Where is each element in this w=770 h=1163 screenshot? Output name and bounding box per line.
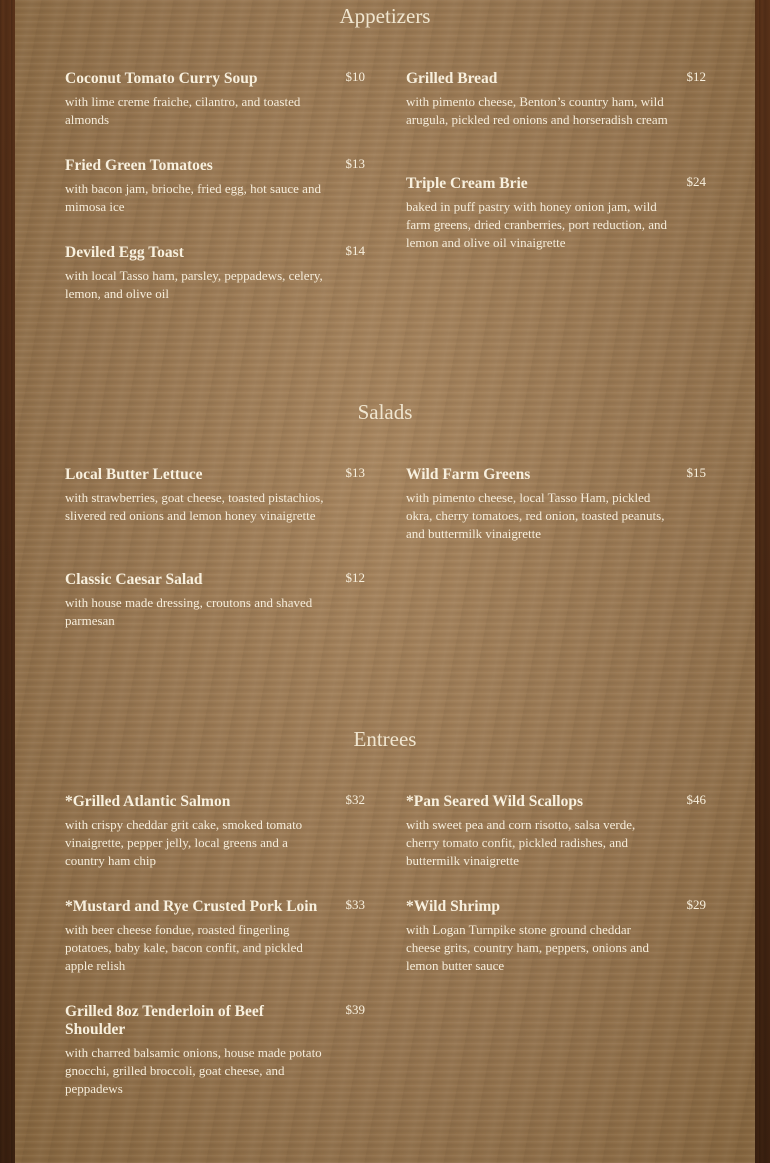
item-name: Grilled Bread	[406, 70, 498, 87]
menu-item	[65, 571, 365, 630]
item-price: $14	[345, 243, 365, 258]
item-description: with sweet pea and corn risotto, salsa verde, cherry tomato confit, pickled radishes, and buttermilk vinaigrette	[406, 817, 636, 868]
item-price: $12	[345, 570, 365, 585]
item-description: with lime creme fraiche, cilantro, and toasted almonds	[65, 94, 301, 127]
item-description: with local Tasso ham, parsley, peppadews, celery, lemon, and olive oil	[65, 268, 323, 301]
item-name: Deviled Egg Toast	[65, 244, 184, 261]
menu-item	[65, 466, 365, 525]
item-description: with bacon jam, brioche, fried egg, hot sauce and mimosa ice	[65, 181, 321, 214]
item-description: with crispy cheddar grit cake, smoked tomato vinaigrette, pepper jelly, local greens and a country ham chip	[65, 817, 303, 868]
menu-item	[65, 157, 365, 216]
menu-item	[406, 466, 706, 543]
menu-item	[65, 1003, 365, 1098]
item-description: with house made dressing, croutons and shaved parmesan	[65, 595, 313, 628]
item-price: $15	[686, 465, 706, 480]
menu-item	[65, 70, 365, 129]
item-price: $24	[686, 174, 706, 189]
menu-item	[406, 70, 706, 129]
item-name: Coconut Tomato Curry Soup	[65, 70, 258, 87]
item-name: Fried Green Tomatoes	[65, 157, 213, 174]
item-name: *Pan Seared Wild Scallops	[406, 793, 584, 810]
item-price: $13	[345, 465, 365, 480]
menu-item	[65, 244, 365, 303]
menu-item	[406, 793, 706, 870]
item-description: with pimento cheese, local Tasso Ham, pickled okra, cherry tomatoes, red onion, toasted peanuts, and buttermilk vinaigrette	[406, 490, 665, 541]
item-description: with beer cheese fondue, roasted fingerling potatoes, baby kale, bacon confit, and pickled apple relish	[65, 922, 303, 973]
item-price: $13	[345, 156, 365, 171]
item-name: *Mustard and Rye Crusted Pork Loin	[65, 898, 318, 915]
menu-item	[65, 793, 365, 870]
item-name: Local Butter Lettuce	[65, 466, 203, 483]
item-price: $46	[686, 792, 706, 807]
section-title-salads: Salads	[357, 400, 413, 424]
item-name: Wild Farm Greens	[406, 466, 531, 483]
menu-item	[406, 898, 706, 975]
item-price: $12	[686, 69, 706, 84]
menu-item	[65, 898, 365, 975]
item-price: $10	[345, 69, 365, 84]
item-description: with Logan Turnpike stone ground cheddar cheese grits, country ham, peppers, onions and lemon butter sauce	[406, 922, 649, 973]
item-price: $32	[345, 792, 365, 807]
item-name: Classic Caesar Salad	[65, 571, 203, 588]
item-name: Triple Cream Brie	[406, 175, 528, 192]
item-name: *Wild Shrimp	[406, 898, 501, 915]
item-price: $33	[345, 897, 365, 912]
item-description: with strawberries, goat cheese, toasted pistachios, slivered red onions and lemon honey vinaigrette	[65, 490, 324, 523]
section-title-appetizers: Appetizers	[339, 4, 431, 28]
item-price: $29	[686, 897, 706, 912]
item-description: baked in puff pastry with honey onion jam, wild farm greens, dried cranberries, port reduction, and lemon and olive oil vinaigrette	[406, 199, 667, 250]
item-name: Grilled 8oz Tenderloin of Beef Shoulder	[65, 1003, 264, 1038]
item-name: *Grilled Atlantic Salmon	[65, 793, 231, 810]
item-description: with pimento cheese, Benton’s country ham, wild arugula, pickled red onions and horseradish cream	[406, 94, 668, 127]
item-description: with charred balsamic onions, house made potato gnocchi, grilled broccoli, goat cheese, and peppadews	[65, 1045, 322, 1096]
section-title-entrees: Entrees	[353, 727, 417, 751]
menu-item	[406, 175, 706, 252]
item-price: $39	[345, 1002, 365, 1017]
